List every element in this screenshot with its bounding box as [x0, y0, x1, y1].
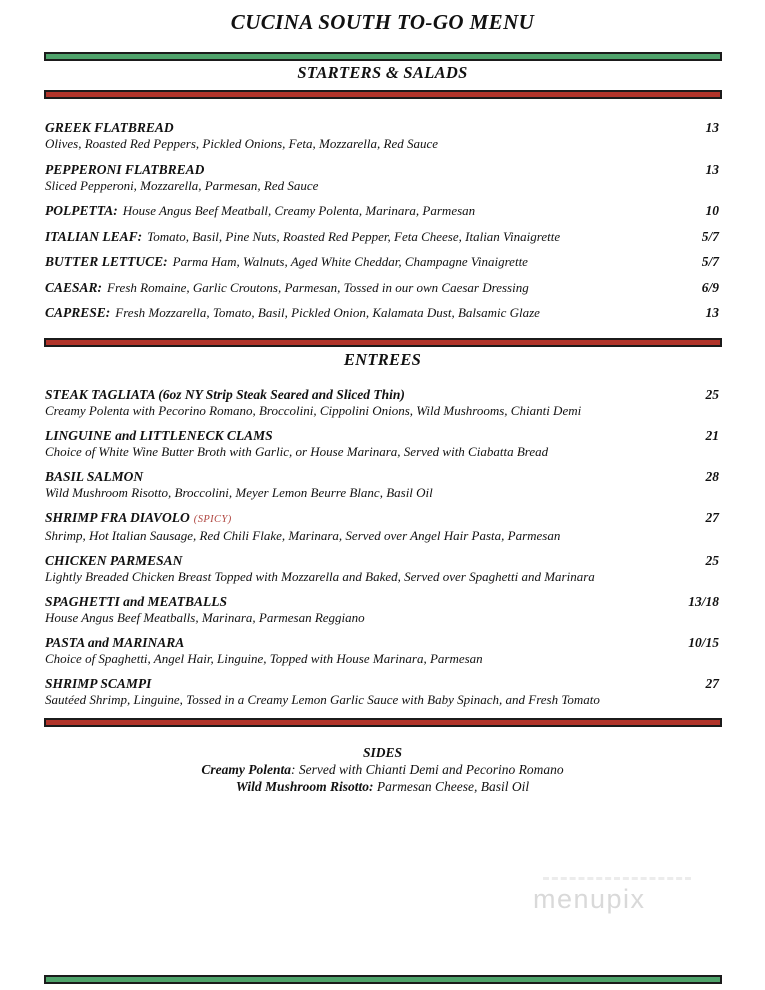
flag-bar-bottom-green	[44, 975, 722, 984]
menu-item-shrimp-fra-diavolo	[45, 509, 719, 545]
item-name: CAESAR:	[45, 279, 103, 295]
item-price: 13/18	[688, 594, 719, 609]
item-price: 27	[705, 676, 719, 691]
watermark-dashes	[543, 877, 691, 880]
item-price: 25	[705, 387, 719, 402]
menu-item-pasta-marinara	[45, 634, 719, 668]
item-name: Wild Mushroom Risotto:	[235, 779, 374, 794]
menu-item-chicken-parmesan	[45, 552, 719, 586]
sides-item-wild-mushroom-risotto	[0, 778, 765, 795]
menu-item-greek-flatbread	[45, 119, 719, 153]
flag-bar-red-1	[44, 90, 722, 99]
item-description: Parma Ham, Walnuts, Aged White Cheddar, Champagne Vinaigrette	[172, 254, 528, 269]
item-name: PEPPERONI FLATBREAD	[45, 161, 205, 177]
menu-item-steak-tagliata	[45, 386, 719, 420]
menu-item-caesar	[45, 279, 719, 297]
menu-item-butter-lettuce	[45, 253, 719, 271]
section-heading-entrees: ENTREES	[343, 350, 422, 369]
item-name: LINGUINE and LITTLENECK CLAMS	[45, 428, 273, 443]
item-description: Parmesan Cheese, Basil Oil	[373, 779, 530, 794]
item-description: Sautéed Shrimp, Linguine, Tossed in a Creamy Lemon Garlic Sauce with Baby Spinach, and Fresh Tomato	[45, 692, 600, 707]
item-description: Fresh Mozzarella, Tomato, Basil, Pickled Onion, Kalamata Dust, Balsamic Glaze	[115, 305, 540, 320]
starters-list	[45, 119, 719, 330]
sides-item-creamy-polenta	[0, 761, 765, 778]
flag-bar-red-2	[44, 338, 722, 347]
page-title: CUCINA SOUTH TO-GO MENU	[230, 10, 535, 34]
menu-item-italian-leaf	[45, 228, 719, 246]
item-price: 5/7	[701, 228, 719, 244]
item-price: 5/7	[701, 254, 719, 269]
item-name: CHICKEN PARMESAN	[45, 553, 183, 568]
item-name: Creamy Polenta	[201, 762, 292, 777]
item-name: SPAGHETTI and MEATBALLS	[45, 594, 228, 609]
item-name: POLPETTA:	[45, 203, 118, 218]
item-name: CAPRESE:	[45, 305, 111, 320]
section-heading-starters: STARTERS & SALADS	[297, 63, 468, 82]
spicy-tag: (SPICY)	[193, 514, 232, 525]
item-description: House Angus Beef Meatballs, Marinara, Parmesan Reggiano	[45, 610, 365, 625]
item-description: Wild Mushroom Risotto, Broccolini, Meyer Lemon Beurre Blanc, Basil Oil	[45, 485, 433, 500]
item-description: Fresh Romaine, Garlic Croutons, Parmesan, Tossed in our own Caesar Dressing	[107, 279, 529, 295]
item-price: 27	[705, 510, 719, 525]
item-name: ITALIAN LEAF:	[45, 228, 143, 244]
menu-item-caprese	[45, 304, 719, 322]
entrees-list	[45, 386, 719, 716]
menu-item-shrimp-scampi	[45, 675, 719, 709]
item-name: BASIL SALMON	[45, 469, 144, 484]
item-name: STEAK TAGLIATA (6oz NY Strip Steak Seared and Sliced Thin)	[45, 387, 405, 402]
item-description: Choice of White Wine Butter Broth with Garlic, or House Marinara, Served with Ciabatta Bread	[45, 444, 549, 459]
item-description: Shrimp, Hot Italian Sausage, Red Chili Flake, Marinara, Served over Angel Hair Pasta, Parmesan	[45, 528, 561, 543]
item-name: BUTTER LETTUCE:	[45, 254, 168, 269]
item-description: Choice of Spaghetti, Angel Hair, Linguine, Topped with House Marinara, Parmesan	[45, 651, 483, 666]
menu-item-basil-salmon	[45, 468, 719, 502]
item-description: Olives, Roasted Red Peppers, Pickled Onions, Feta, Mozzarella, Red Sauce	[45, 136, 439, 151]
flag-bar-top-green	[44, 52, 722, 61]
item-price: 28	[705, 469, 719, 484]
item-name: GREEK FLATBREAD	[45, 120, 174, 135]
menu-item-spaghetti-meatballs	[45, 593, 719, 627]
item-price: 6/9	[701, 279, 719, 295]
item-price: 13	[705, 305, 719, 320]
sides-section	[0, 744, 765, 795]
item-name: SHRIMP FRA DIAVOLO	[45, 510, 190, 525]
item-price: 10/15	[688, 635, 719, 650]
sides-heading: SIDES	[362, 745, 403, 760]
item-price: 13	[705, 161, 719, 177]
item-description: Sliced Pepperoni, Mozzarella, Parmesan, Red Sauce	[45, 177, 319, 193]
menu-item-linguine-clams	[45, 427, 719, 461]
item-price: 13	[705, 120, 719, 135]
menu-item-polpetta	[45, 202, 719, 220]
item-description: Lightly Breaded Chicken Breast Topped with Mozzarella and Baked, Served over Spaghetti and Marinara	[45, 569, 595, 584]
item-description: House Angus Beef Meatball, Creamy Polenta, Marinara, Parmesan	[122, 203, 476, 218]
watermark-text: menupix	[533, 884, 646, 914]
item-name: PASTA and MARINARA	[45, 635, 185, 650]
item-description: : Served with Chianti Demi and Pecorino Romano	[291, 762, 564, 777]
item-price: 25	[705, 553, 719, 568]
item-price: 10	[705, 203, 719, 218]
item-description: Creamy Polenta with Pecorino Romano, Broccolini, Cippolini Onions, Wild Mushrooms, Chianti Demi	[45, 403, 582, 418]
item-description: Tomato, Basil, Pine Nuts, Roasted Red Pepper, Feta Cheese, Italian Vinaigrette	[147, 228, 561, 244]
item-price: 21	[705, 428, 719, 443]
item-name: SHRIMP SCAMPI	[45, 676, 152, 691]
menu-item-pepperoni-flatbread	[45, 161, 719, 195]
flag-bar-red-3	[44, 718, 722, 727]
menupix-watermark	[533, 877, 691, 915]
